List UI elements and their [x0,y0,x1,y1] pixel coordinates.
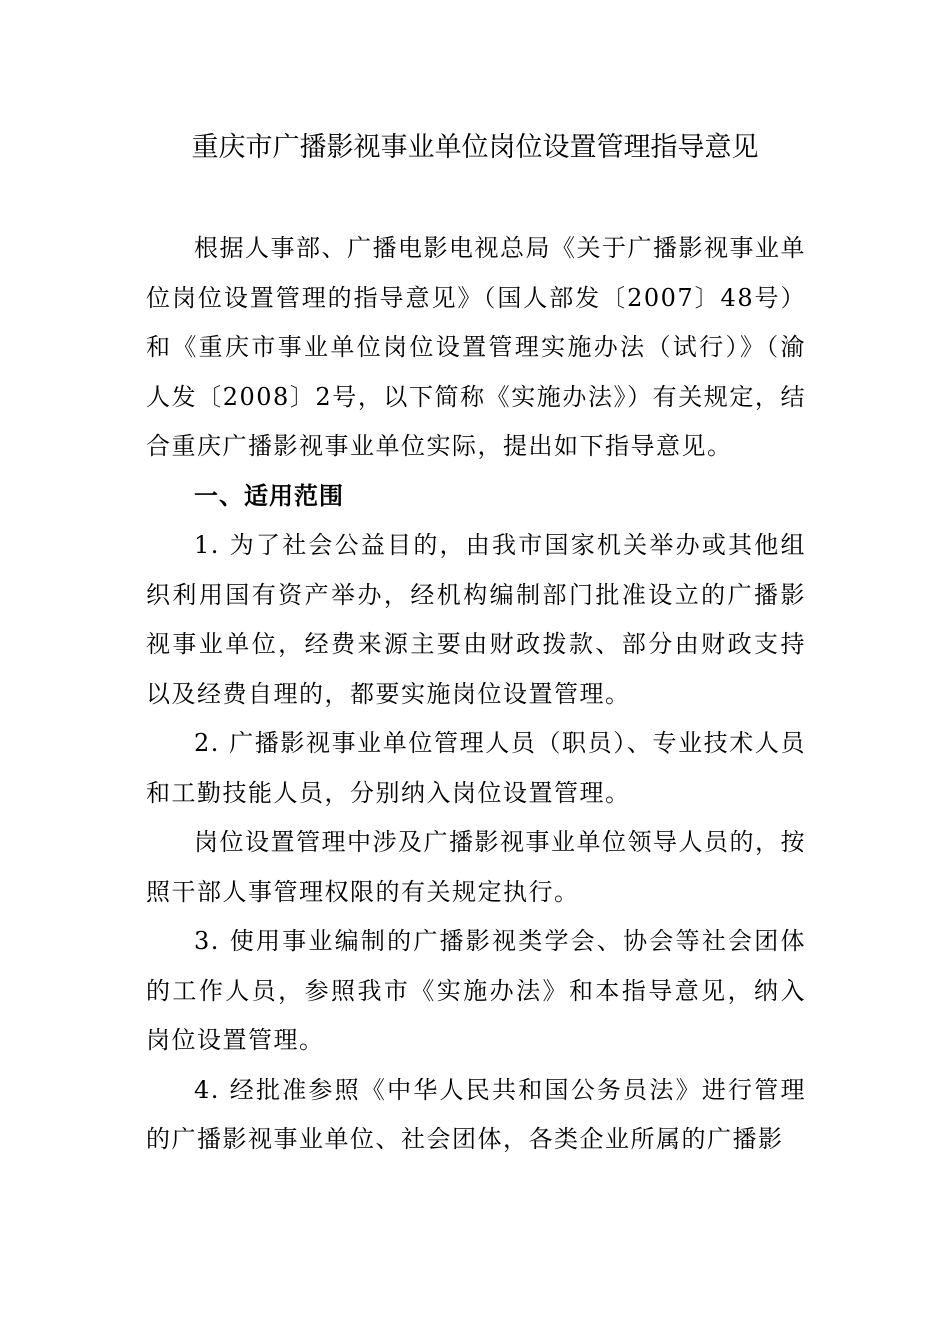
scope-paragraph-4: 4. 经批准参照《中华人民共和国公务员法》进行管理的广播影视事业单位、社会团体，各类企业所属的广播影 [146,1075,806,1153]
document-title: 重庆市广播影视事业单位岗位设置管理指导意见 [191,132,759,163]
scope-paragraph-3: 3. 使用事业编制的广播影视类学会、协会等社会团体的工作人员，参照我市《实施办法》和本指导意见，纳入岗位设置管理。 [146,927,806,1054]
document-body [146,224,806,1165]
scope-paragraph-2: 2. 广播影视事业单位管理人员（职员）、专业技术人员和工勤技能人员，分别纳入岗位设置管理。 [146,729,806,807]
section-heading-scope: 一、适用范围 [194,481,344,510]
intro-paragraph: 根据人事部、广播电影电视总局《关于广播影视事业单位岗位设置管理的指导意见》（国人部发〔2007〕48号）和《重庆市事业单位岗位设置管理实施办法（试行）》（渝人发〔2008〕2号，以下简称《实施办法》）有关规定，结合重庆广播影视事业单位实际，提出如下指导意见。 [146,234,806,460]
scope-paragraph-2-note: 岗位设置管理中涉及广播影视事业单位领导人员的，按照干部人事管理权限的有关规定执行。 [146,828,806,906]
scope-paragraph-1: 1. 为了社会公益目的，由我市国家机关举办或其他组织利用国有资产举办，经机构编制部门批准设立的广播影视事业单位，经费来源主要由财政拨款、部分由财政支持以及经费自理的，都要实施岗位设置管理。 [146,531,806,708]
